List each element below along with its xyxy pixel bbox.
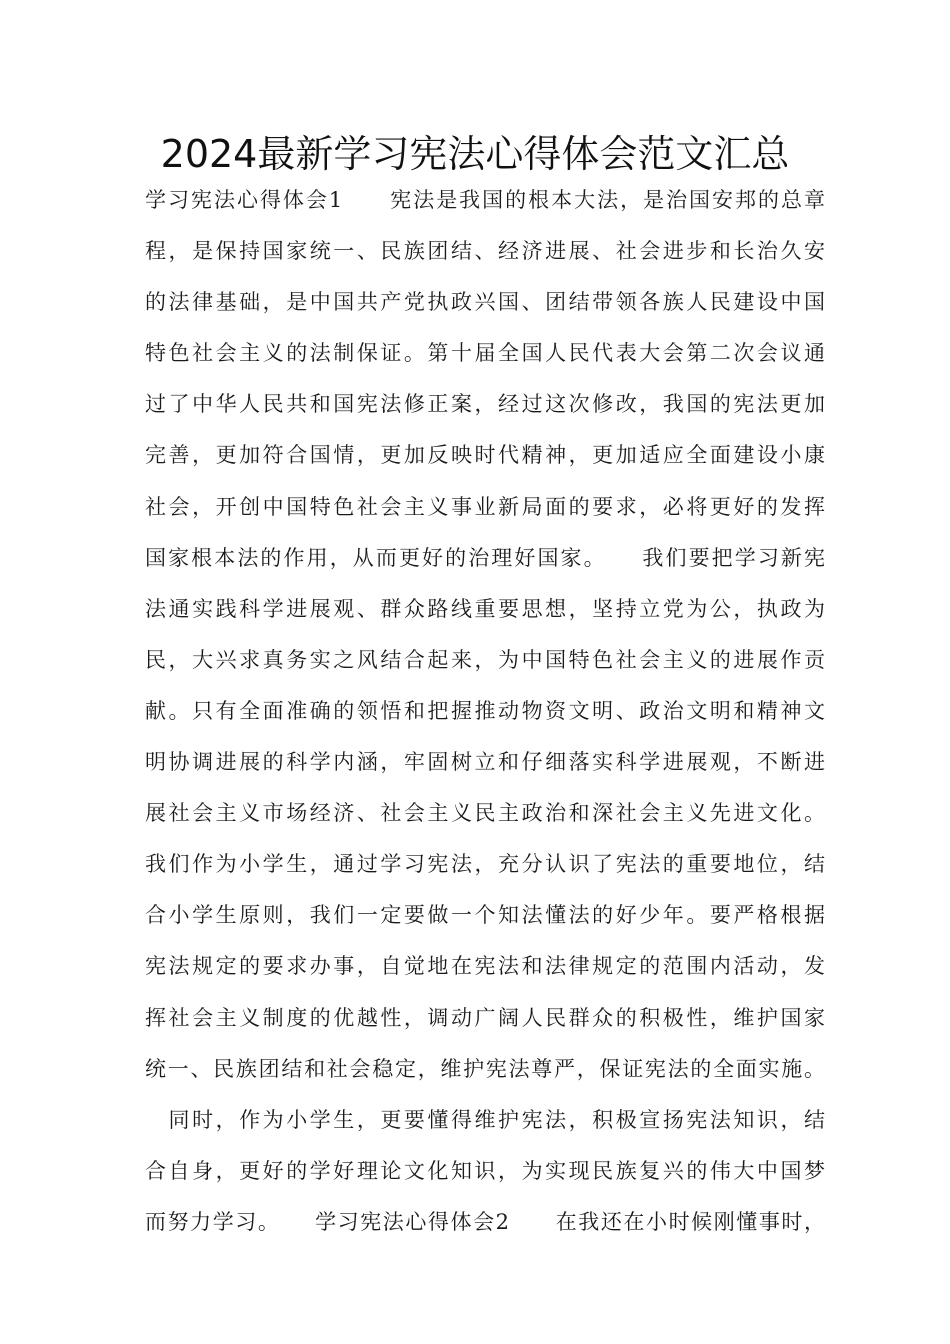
text-line: 民，大兴求真务实之风结合起来，为中国特色社会主义的进展作贡 [145,647,825,672]
text-line: 完善，更加符合国情，更加反映时代精神，更加适应全面建设小康 [145,443,825,468]
text-line: 国家根本法的作用，从而更好的治理好国家。 我们要把学习新宪 [145,545,825,570]
text-line: 的法律基础，是中国共产党执政兴国、团结带领各族人民建设中国 [145,290,825,315]
text-line: 学习宪法心得体会1 宪法是我国的根本大法，是治国安邦的总章 [145,188,825,212]
text-line: 特色社会主义的法制保证。第十届全国人民代表大会第二次会议通 [145,341,825,366]
document-title: 2024最新学习宪法心得体会范文汇总 [160,132,790,176]
text-line: 法通实践科学进展观、群众路线重要思想，坚持立党为公，执政为 [145,596,825,621]
text-line: 合自身，更好的学好理论文化知识，为实现民族复兴的伟大中国梦 [145,1158,825,1183]
text-line: 程，是保持国家统一、民族团结、经济进展、社会进步和长治久安 [145,239,825,264]
text-line: 同时，作为小学生，更要懂得维护宪法，积极宣扬宪法知识，结 [145,1107,825,1132]
text-line: 挥社会主义制度的优越性，调动广阔人民群众的积极性，维护国家 [145,1005,825,1030]
text-line: 我们作为小学生，通过学习宪法，充分认识了宪法的重要地位，结 [145,852,825,877]
text-line: 社会，开创中国特色社会主义事业新局面的要求，必将更好的发挥 [145,494,825,519]
text-line: 而努力学习。 学习宪法心得体会2 在我还在小时候刚懂事时， [145,1209,825,1234]
text-line: 展社会主义市场经济、社会主义民主政治和深社会主义先进文化。 [145,801,825,826]
text-line: 宪法规定的要求办事，自觉地在宪法和法律规定的范围内活动，发 [145,954,825,979]
text-line: 明协调进展的科学内涵，牢固树立和仔细落实科学进展观，不断进 [145,750,825,775]
text-line: 统一、民族团结和社会稳定，维护宪法尊严，保证宪法的全面实施。 [145,1056,825,1081]
text-line: 合小学生原则，我们一定要做一个知法懂法的好少年。要严格根据 [145,903,825,928]
text-line: 献。只有全面准确的领悟和把握推动物资文明、政治文明和精神文 [145,698,825,723]
document-body [145,175,825,1248]
text-line: 过了中华人民共和国宪法修正案，经过这次修改，我国的宪法更加 [145,392,825,417]
